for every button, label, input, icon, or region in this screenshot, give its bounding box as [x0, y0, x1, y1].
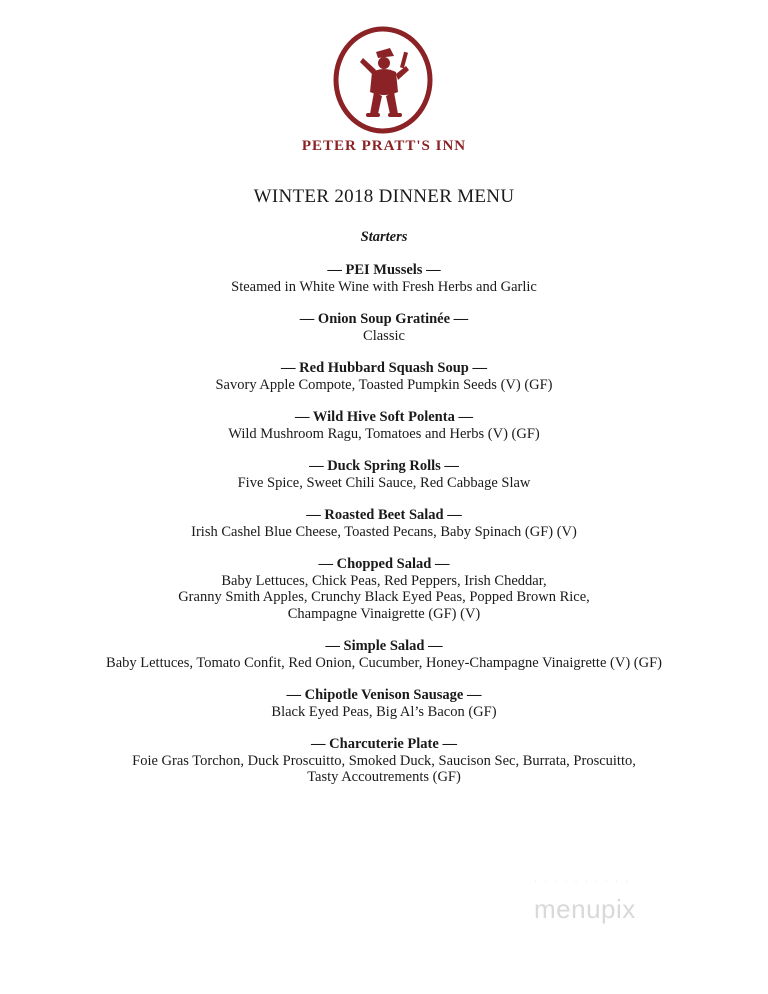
inn-logo-icon: [332, 26, 434, 134]
menu-item-description: Baby Lettuces, Tomato Confit, Red Onion, Cucumber, Honey-Champagne Vinaigrette (V) (GF): [106, 654, 662, 671]
menu-item-description: Classic: [363, 327, 405, 344]
brand-name: PETER PRATT'S INN: [301, 138, 467, 154]
menu-item: [0, 409, 768, 442]
menu-item-name: — Roasted Beet Salad —: [306, 507, 462, 523]
menu-item-list: [0, 262, 768, 802]
menu-item-description: Tasty Accoutrements (GF): [307, 769, 461, 785]
menu-item-description: Champagne Vinaigrette (GF) (V): [287, 605, 481, 622]
menu-item-description: Steamed in White Wine with Fresh Herbs and Garlic: [231, 278, 537, 295]
menu-title: WINTER 2018 DINNER MENU: [253, 186, 515, 207]
menu-item: [0, 687, 768, 720]
menu-item-name: — Red Hubbard Squash Soup —: [281, 360, 487, 376]
menu-item-name: — Simple Salad —: [325, 638, 443, 654]
menu-item: [0, 556, 768, 622]
menu-item: [0, 311, 768, 344]
menu-item-description: Granny Smith Apples, Crunchy Black Eyed Peas, Popped Brown Rice,: [178, 589, 590, 605]
watermark: [530, 870, 680, 930]
menu-item: [0, 507, 768, 540]
menu-item-description: Irish Cashel Blue Cheese, Toasted Pecans, Baby Spinach (GF) (V): [191, 523, 577, 540]
menu-item-name: — PEI Mussels —: [327, 262, 441, 278]
menu-item-description: Foie Gras Torchon, Duck Proscuitto, Smoked Duck, Saucison Sec, Burrata, Proscuitto,: [132, 752, 636, 769]
menu-item-name: — Chopped Salad —: [318, 556, 450, 572]
menu-item: [0, 638, 768, 671]
menu-item: [0, 360, 768, 393]
menu-item-description: Baby Lettuces, Chick Peas, Red Peppers, Irish Cheddar,: [221, 572, 547, 589]
section-title-starters: Starters: [360, 229, 408, 245]
menu-item: [0, 458, 768, 491]
menu-item-name: — Charcuterie Plate —: [311, 736, 457, 752]
menu-item-name: — Chipotle Venison Sausage —: [286, 687, 482, 703]
menu-item-name: — Onion Soup Gratinée —: [299, 311, 469, 327]
menu-item-description: Black Eyed Peas, Big Al’s Bacon (GF): [271, 703, 497, 720]
watermark-text: menupix: [534, 894, 636, 924]
menu-item-description: Wild Mushroom Ragu, Tomatoes and Herbs (V) (GF): [228, 425, 540, 442]
watermark-mark: · · · · · · · · · ·: [534, 876, 631, 887]
menu-item-description: Five Spice, Sweet Chili Sauce, Red Cabbage Slaw: [237, 474, 531, 491]
menu-item-name: — Wild Hive Soft Polenta —: [295, 409, 473, 425]
menu-item: [0, 262, 768, 295]
menu-item-name: — Duck Spring Rolls —: [309, 458, 459, 474]
menu-item: [0, 736, 768, 786]
menu-item-description: Savory Apple Compote, Toasted Pumpkin Seeds (V) (GF): [215, 376, 553, 393]
